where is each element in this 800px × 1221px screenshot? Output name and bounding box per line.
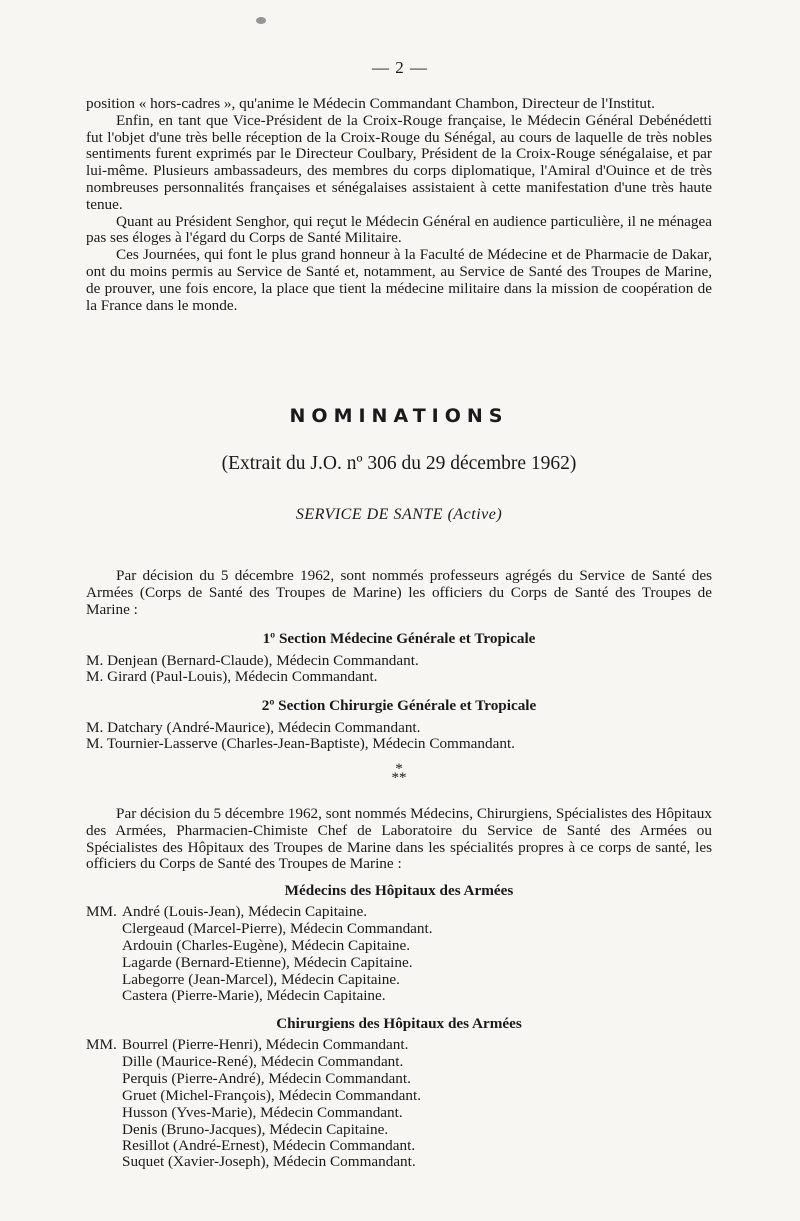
chirurgien-entry: Resillot (André-Ernest), Médecin Commandant.: [122, 1137, 416, 1154]
mm-prefix: MM.: [86, 1036, 117, 1053]
page-number: — 2 —: [372, 58, 428, 77]
decision-paragraph: Par décision du 5 décembre 1962, sont nommés Médecins, Chirurgiens, Spécialistes des Hôpitaux des Armées, Pharmacien-Chimiste Chef de Laboratoire du Service de Santé des Armées ou Spécialistes des Hôpitaux des Troupes de Marine dans les spécialités propres à ce corps de santé, les officiers du Corps de Santé des Troupes de Marine :: [86, 805, 712, 873]
decision-1: [86, 568, 712, 618]
intro-text: [86, 96, 712, 314]
chirurgien-entry: Gruet (Michel-François), Médecin Commandant.: [122, 1087, 422, 1104]
chirurgien-entry: Perquis (Pierre-André), Médecin Commandant.: [122, 1070, 411, 1087]
medecin-entry: Ardouin (Charles-Eugène), Médecin Capitaine.: [122, 937, 411, 954]
section-1-title: 1º Section Médecine Générale et Tropicale: [262, 630, 536, 647]
ink-blot: [256, 17, 266, 24]
medecin-entry: Castera (Pierre-Marie), Médecin Capitaine.: [122, 987, 386, 1004]
chirurgien-entry: Bourrel (Pierre-Henri), Médecin Commandant.: [122, 1036, 409, 1053]
nominations-heading: NOMINATIONS: [289, 405, 509, 427]
medecins-title: Médecins des Hôpitaux des Armées: [284, 882, 514, 899]
mm-prefix: MM.: [86, 903, 117, 920]
decision-2: [86, 806, 712, 873]
decision-paragraph: Par décision du 5 décembre 1962, sont nommés professeurs agrégés du Service de Santé des Armées (Corps de Santé des Troupes de Marine) les officiers du Corps de Santé des Troupes de Marine :: [86, 567, 712, 618]
extrait-line: (Extrait du J.O. nº 306 du 29 décembre 1962): [221, 453, 577, 474]
section-2-title: 2º Section Chirurgie Générale et Tropicale: [261, 697, 537, 714]
section-1-entry: M. Denjean (Bernard-Claude), Médecin Commandant.: [86, 652, 419, 669]
medecin-entry: Labegorre (Jean-Marcel), Médecin Capitaine.: [122, 971, 400, 988]
intro-paragraph: Enfin, en tant que Vice-Président de la Croix-Rouge française, le Médecin Général Debénédetti fut l'objet d'une très belle réception de la Croix-Rouge du Sénégal, au cours de laquelle de très nobles sentiments furent exprimés par le Directeur Coulbary, Président de la Croix-Rouge sénégalaise, et par lui-même. Plusieurs ambassadeurs, des membres du corps diplomatique, l'Amiral d'Ouince et de très nombreuses personnalités françaises et sénégalaises assistaient à cette manifestation d'une très haute tenue.: [86, 111, 712, 213]
section-2-entry: M. Tournier-Lasserve (Charles-Jean-Baptiste), Médecin Commandant.: [86, 735, 515, 752]
intro-paragraph: position « hors-cadres », qu'anime le Médecin Commandant Chambon, Directeur de l'Institut.: [86, 95, 655, 112]
intro-paragraph: Quant au Président Senghor, qui reçut le Médecin Général en audience particulière, il ne ménagea pas ses éloges à l'égard du Corps de Santé Militaire.: [86, 212, 712, 247]
section-1-entry: M. Girard (Paul-Louis), Médecin Commandant.: [86, 668, 378, 685]
chirurgien-entry: Husson (Yves-Marie), Médecin Commandant.: [122, 1104, 403, 1121]
service-heading: SERVICE DE SANTE (Active): [295, 506, 503, 523]
medecin-entry: Clergeaud (Marcel-Pierre), Médecin Commandant.: [122, 920, 433, 937]
separator-asterisks: * **: [391, 761, 407, 786]
section-2-entry: M. Datchary (André-Maurice), Médecin Commandant.: [86, 719, 421, 736]
chirurgien-entry: Dille (Maurice-René), Médecin Commandant.: [122, 1053, 404, 1070]
intro-paragraph: Ces Journées, qui font le plus grand honneur à la Faculté de Médecine et de Pharmacie de Dakar, ont du moins permis au Service de Santé et, notamment, au Service de Santé des Troupes de Marine, de prouver, une fois encore, la place que tient la médecine militaire dans la mission de coopération de la France dans le monde.: [86, 246, 712, 314]
chirurgien-entry: Suquet (Xavier-Joseph), Médecin Commandant.: [122, 1153, 416, 1170]
chirurgiens-title: Chirurgiens des Hôpitaux des Armées: [276, 1015, 522, 1032]
medecin-entry: André (Louis-Jean), Médecin Capitaine.: [122, 903, 368, 920]
medecin-entry: Lagarde (Bernard-Etienne), Médecin Capitaine.: [122, 954, 413, 971]
chirurgien-entry: Denis (Bruno-Jacques), Médecin Capitaine.: [122, 1121, 389, 1138]
